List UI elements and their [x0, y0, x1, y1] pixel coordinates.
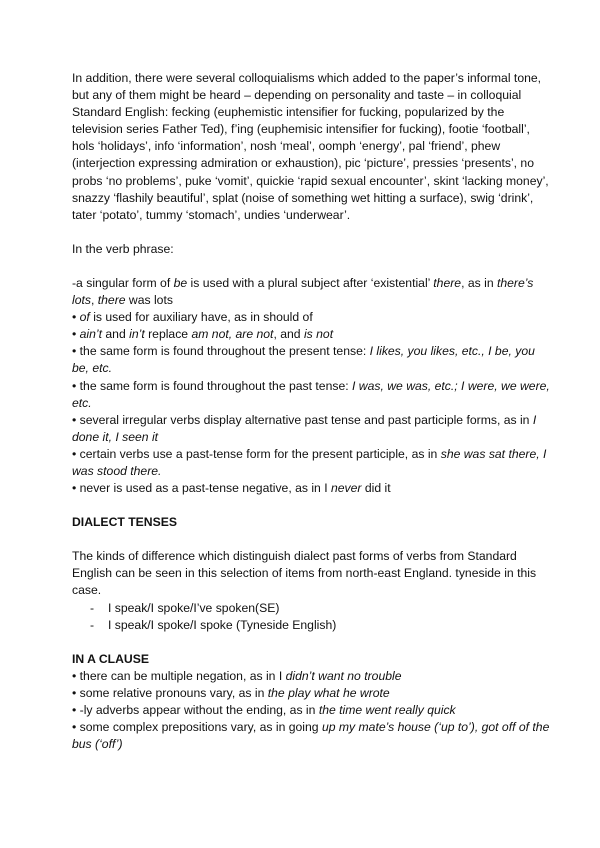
dialect-tenses-paragraph: The kinds of difference which distinguish dialect past forms of verbs from Standard English can be seen in this selection of items from north-east England. tyneside in this case.	[72, 549, 537, 598]
italic-run: am not, are not	[191, 327, 274, 342]
text-run: is used for auxiliary have, as in should of	[89, 310, 313, 325]
text-run: ,	[90, 293, 98, 308]
verb-phrase-item	[72, 309, 552, 326]
verb-phrase-item	[72, 480, 552, 497]
text-run: • several irregular verbs display alternative past tense and past participle forms, as in	[72, 412, 533, 427]
dialect-tenses-heading: DIALECT TENSES	[72, 515, 177, 530]
spacer	[72, 497, 552, 514]
italic-run: there	[433, 275, 462, 290]
verb-phrase-list	[72, 275, 552, 497]
italic-run: I likes, you likes, etc., I be, you be, etc.	[72, 344, 535, 376]
text-run: is used with a plural subject after ‘existential’	[187, 275, 434, 290]
italic-run: the time went really quick	[318, 703, 456, 717]
text-run: was lots	[125, 293, 173, 308]
verb-phrase-item	[72, 275, 552, 309]
italic-run: never	[331, 481, 362, 496]
verb-phrase-item	[72, 326, 552, 343]
italic-run: I done it, I seen it	[72, 412, 537, 444]
text-run: • some complex prepositions vary, as in going	[72, 720, 322, 735]
italic-run: I was, we was, etc.; I were, we were, etc.	[72, 378, 550, 410]
text-run: •	[72, 327, 80, 342]
text-run: • the same form is found throughout the present tense:	[72, 344, 370, 359]
text-run: did it	[361, 481, 391, 496]
clause-item	[72, 685, 552, 702]
text-run: , as in	[461, 275, 497, 290]
verb-phrase-item	[72, 446, 552, 480]
text-run: • never is used as a past-tense negative, as in I	[72, 481, 331, 496]
text-run: • some relative pronouns vary, as in	[72, 685, 268, 700]
text-run: and	[102, 327, 130, 342]
text-run: • -ly adverbs appear without the ending, as in	[72, 703, 319, 717]
clause-heading: IN A CLAUSE	[72, 651, 149, 666]
text-run: , and	[273, 327, 304, 342]
italic-run: didn’t want no trouble	[285, 668, 402, 683]
italic-run: be	[173, 275, 188, 290]
dash-marker: -	[90, 617, 95, 632]
dash-marker: -	[90, 600, 95, 615]
clause-list	[72, 668, 552, 753]
text-run: replace	[144, 327, 192, 342]
italic-run: she was sat there, I was stood there.	[72, 446, 547, 478]
dialect-list-text: I speak/I spoke/I spoke (Tyneside English)	[108, 617, 337, 632]
italic-run: of	[79, 310, 90, 325]
text-run: • the same form is found throughout the past tense:	[72, 378, 353, 393]
verb-phrase-item	[72, 378, 552, 412]
italic-run: there	[97, 293, 126, 308]
dialect-list-text: I speak/I spoke/I’ve spoken(SE)	[108, 600, 280, 615]
document-page	[72, 70, 552, 753]
clause-item	[72, 702, 552, 719]
verb-phrase-heading: In the verb phrase:	[72, 241, 174, 256]
text-run: • certain verbs use a past-tense form for the present participle, as in	[72, 446, 441, 461]
spacer	[72, 531, 552, 548]
text-run: •	[72, 310, 80, 325]
spacer	[72, 634, 552, 651]
verb-phrase-item	[72, 412, 552, 446]
italic-run: is not	[303, 327, 334, 342]
italic-run: up my mate’s house (‘up to’), got off of the bus (‘off’)	[72, 720, 550, 752]
intro-paragraph: In addition, there were several colloquialisms which added to the paper’s informal tone, but any of them might be heard – depending on personality and taste – in colloquial Standard English: fecking (euphemistic intensifier for fucking, popularized by the television series Father Ted), f’ing (euphemisic intensifier for fucking), footie ‘football’, hols ‘holidays’, info ‘information’, nosh ‘meal’, oomph ‘energy’, pal ‘friend’, phew (interjection expressing admiration or exhaustion), pic ‘picture’, pressies ‘presents’, no probs ‘no problems’, puke ‘vomit’, quickie ‘rapid sexual encounter’, skint ‘lacking money’, snazzy ‘flashily beautiful’, splat (noise of something wet hitting a surface), swig ‘drink’, tater ‘potato’, tummy ‘stomach’, undies ‘underwear’.	[72, 71, 549, 222]
verb-phrase-item	[72, 343, 552, 377]
clause-item	[72, 668, 552, 685]
italic-run: in’t	[129, 327, 145, 342]
italic-run: ain’t	[79, 327, 103, 342]
clause-item	[72, 719, 552, 753]
italic-run: there’s lots	[72, 275, 534, 308]
text-run: -a singular form of	[72, 275, 174, 290]
dialect-list-item	[72, 617, 552, 634]
dialect-list-item	[72, 600, 552, 617]
italic-run: the play what he wrote	[267, 685, 390, 700]
spacer	[72, 224, 552, 241]
text-run: • there can be multiple negation, as in I	[72, 668, 286, 683]
spacer	[72, 258, 552, 275]
